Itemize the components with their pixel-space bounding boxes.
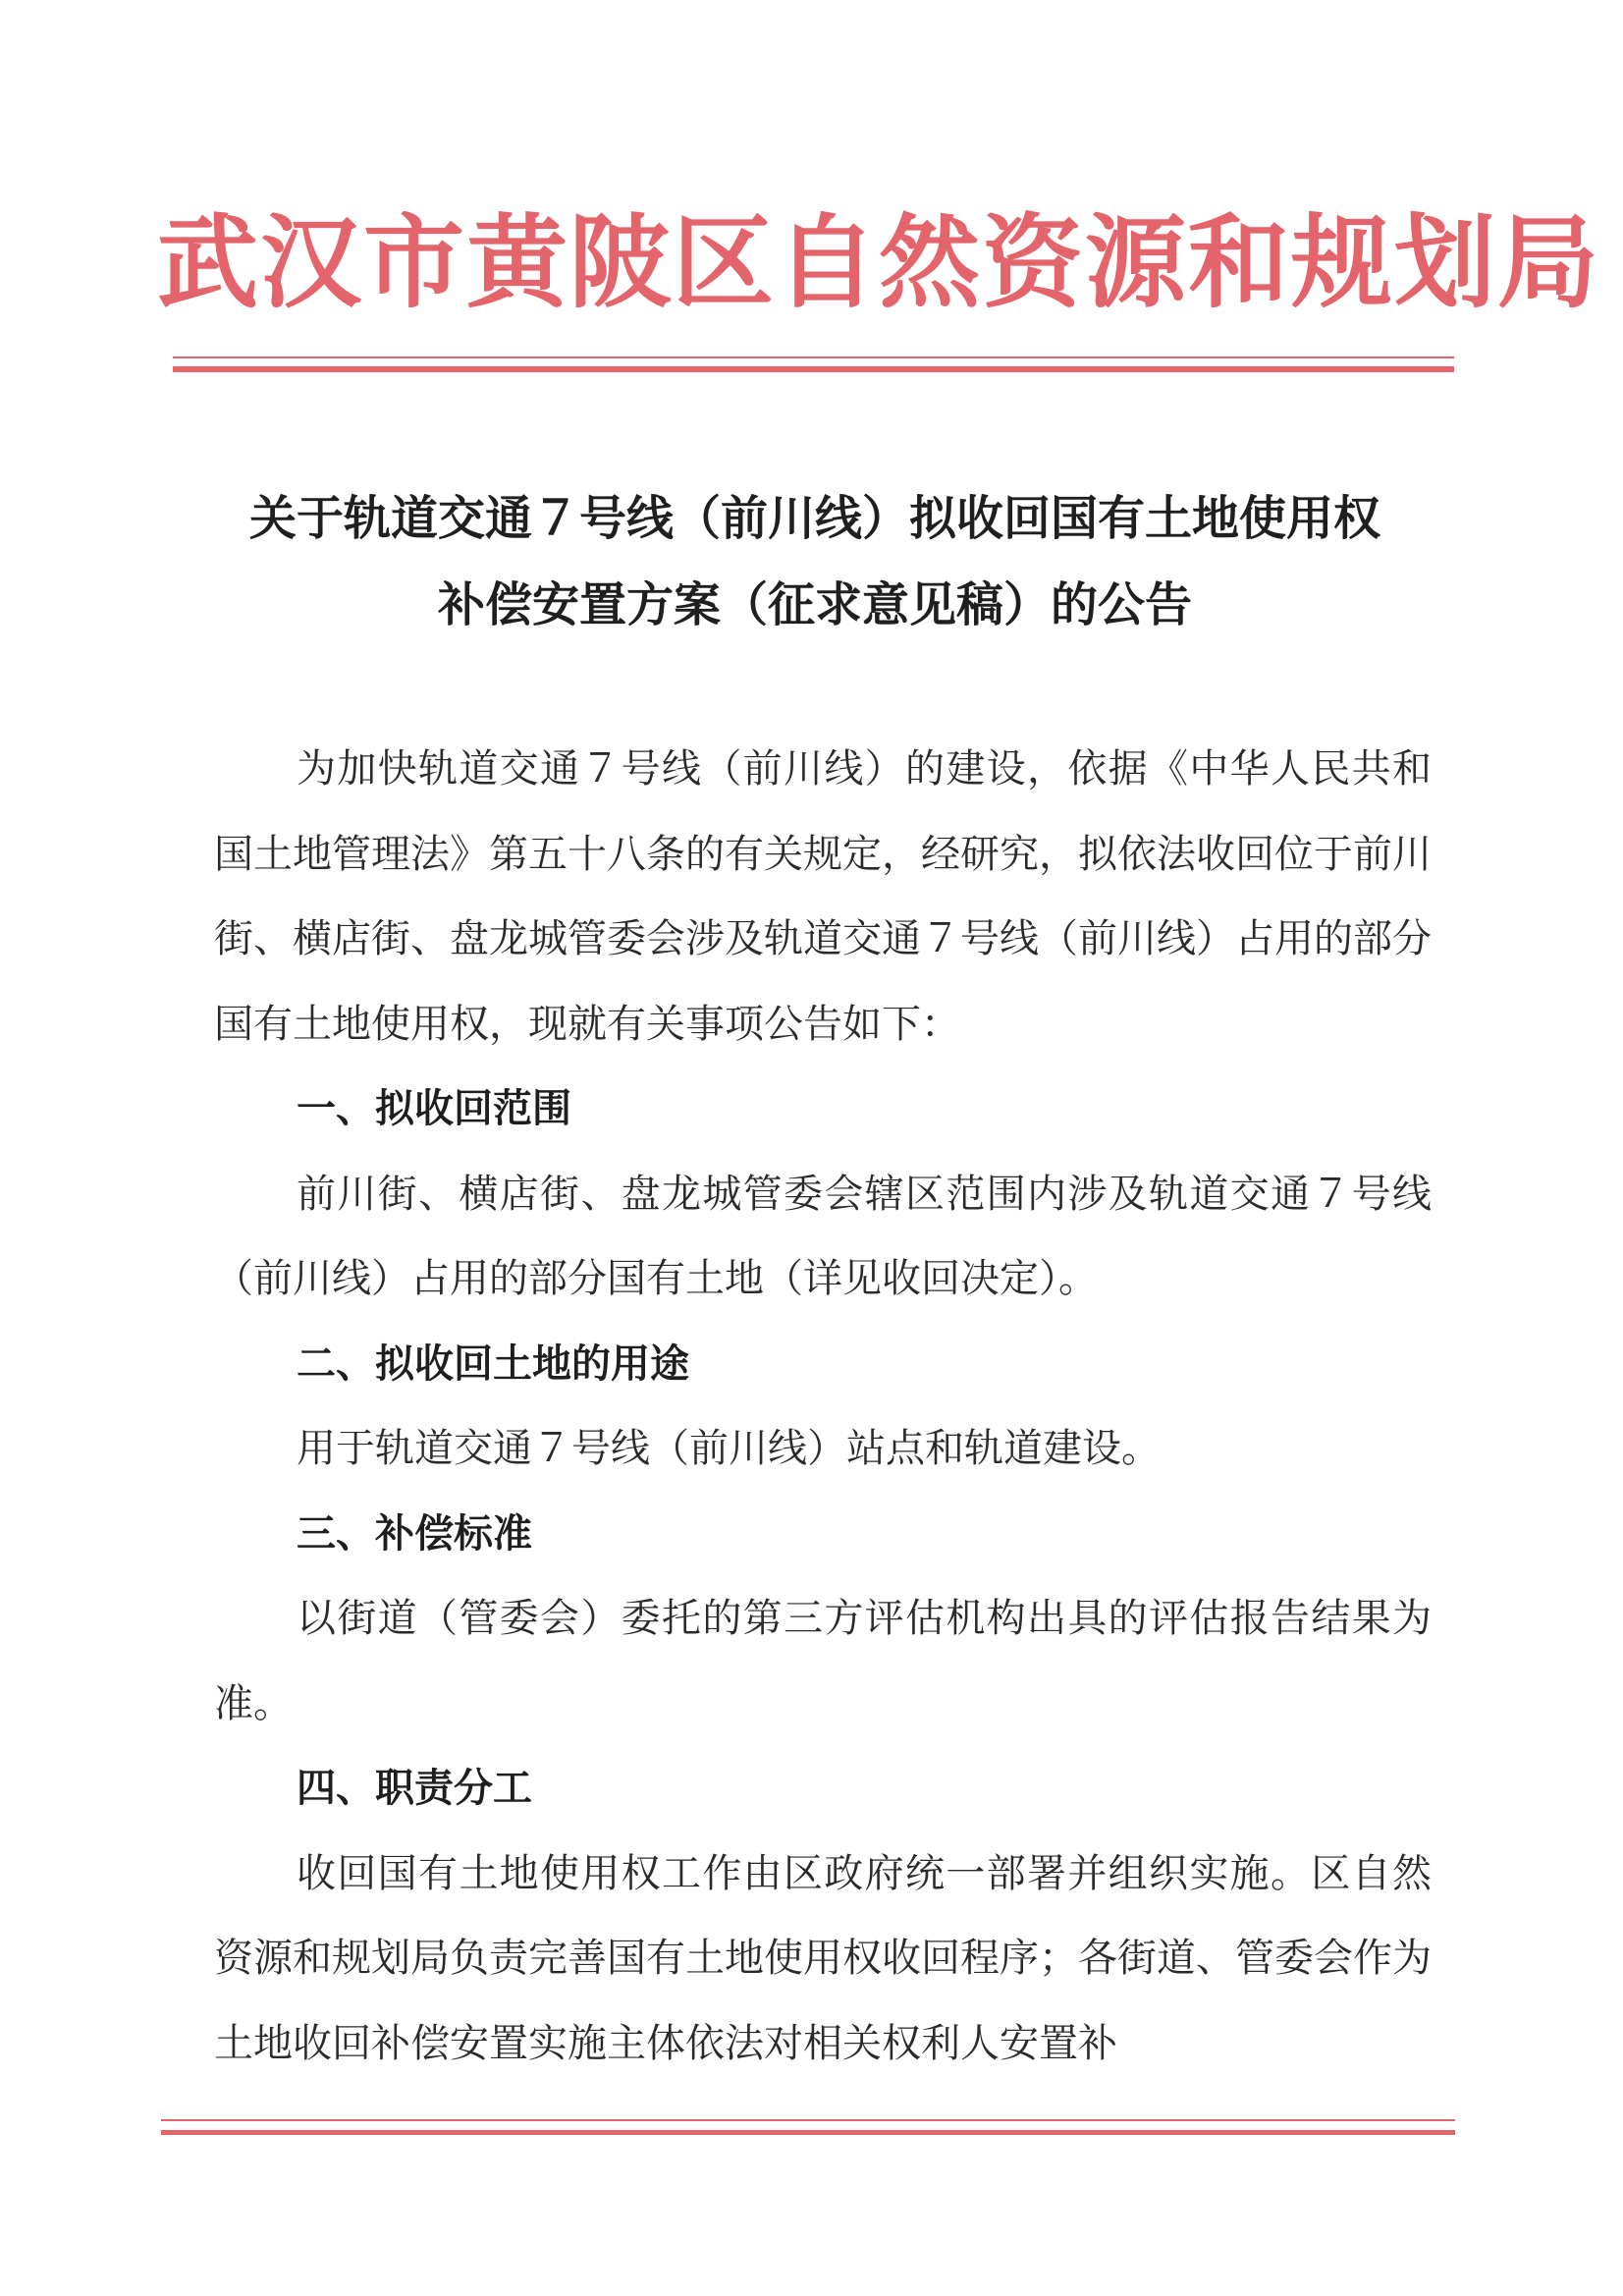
notice-title-line-2: 补偿安置方案（征求意见稿）的公告 (437, 577, 1192, 632)
section-heading-responsibilities: 四、职责分工 (297, 1766, 532, 1811)
section-heading-scope: 一、拟收回范围 (297, 1086, 571, 1131)
section-heading-compensation: 三、补偿标准 (297, 1510, 532, 1557)
letterhead-org-name: 武汉市黄陂区自然资源和规划局 (157, 203, 1600, 322)
notice-title-line-1: 关于轨道交通７号线（前川线）拟收回国有土地使用权 (248, 491, 1380, 546)
section-heading-land-use: 二、拟收回土地的用途 (297, 1340, 689, 1387)
intro-paragraph: 为加快轨道交通７号线（前川线）的建设，依据《中华人民共和国土地管理法》第五十八条的有关规定，经研究，拟依法收回位于前川街、横店街、盘龙城管委会涉及轨道交通７号线（前川线）占用的部分国有土地使用权，现就有关事项公告如下： (214, 746, 1432, 1047)
section-text-scope: 前川街、横店街、盘龙城管委会辖区范围内涉及轨道交通７号线（前川线）占用的部分国有土地（详见收回决定）。 (214, 1171, 1432, 1301)
section-text-land-use: 用于轨道交通７号线（前川线）站点和轨道建设。 (297, 1426, 1161, 1471)
section-text-responsibilities: 收回国有土地使用权工作由区政府统一部署并组织实施。区自然资源和规划局负责完善国有土地使用权收回程序；各街道、管委会作为土地收回补偿安置实施主体依法对相关权利人安置补 (214, 1850, 1432, 2066)
notice-body (214, 727, 1432, 2086)
footer-rule-thin (161, 2119, 1455, 2121)
letterhead-rule-thick (173, 366, 1454, 372)
footer-rule-thick (161, 2130, 1455, 2135)
letterhead-rule-thin (173, 356, 1454, 358)
section-text-compensation: 以街道（管委会）委托的第三方评估机构出具的评估报告结果为准。 (214, 1596, 1432, 1726)
